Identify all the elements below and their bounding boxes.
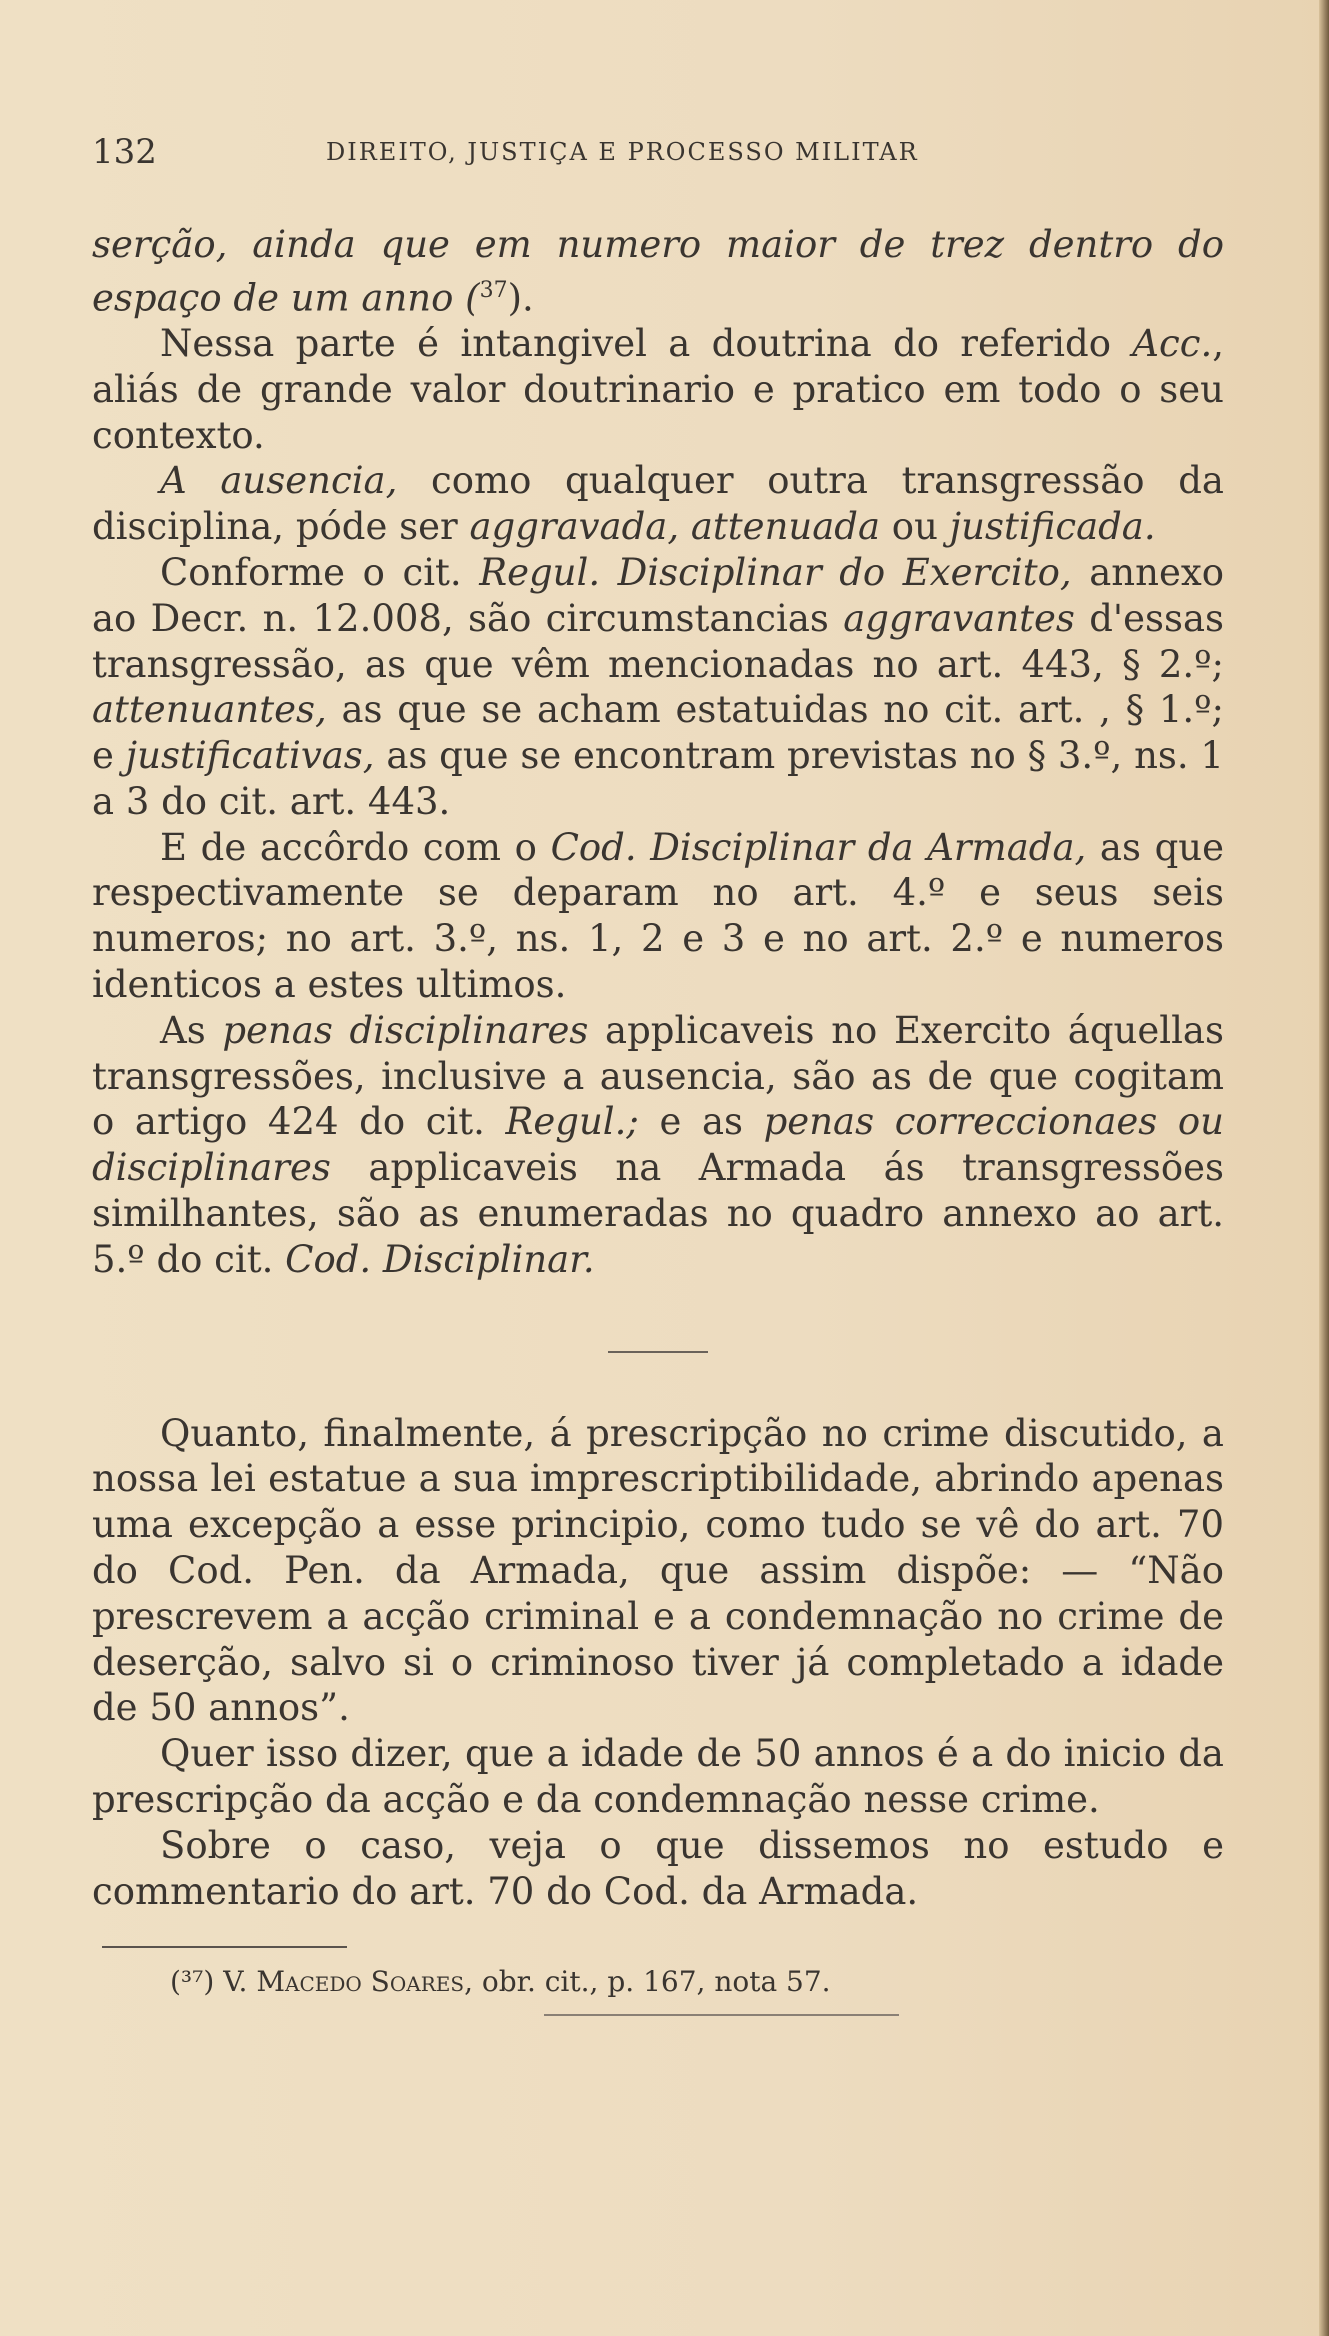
text-run: como qualquer outra transgressão da disciplina, póde ser: [92, 459, 1224, 549]
text-run: Nessa parte é intangivel a doutrina do referido: [160, 321, 1133, 365]
text-run: as que se acham estatuidas no cit. art. , § 1.º; e: [92, 688, 1224, 778]
footnote-marker: (³⁷): [170, 1965, 215, 1999]
text-run: ou: [880, 505, 950, 549]
page-body: [92, 222, 1224, 2016]
footnote-rule: [102, 1946, 347, 1948]
text-run: , aliás de grande valor doutrinario e pratico em todo o seu contexto.: [92, 321, 1224, 457]
italic-run: Regul. Disciplinar do Exercito,: [479, 550, 1072, 594]
text-run: ).: [507, 276, 534, 320]
text-run: Conforme o cit.: [160, 550, 480, 594]
paragraph-1: [92, 222, 1224, 321]
text-run: applicaveis no Exercito áquellas transgressões, inclusive a ausencia, são as de que cogitam o artigo 424 do cit.: [92, 1008, 1224, 1144]
footnote: [170, 1964, 1224, 2000]
paragraph-3: [92, 458, 1224, 550]
italic-run: aggravantes: [843, 596, 1075, 640]
running-title: DIREITO, JUSTIÇA E PROCESSO MILITAR: [326, 138, 919, 166]
footnote-author: Macedo Soares: [256, 1965, 465, 1999]
text-run: V.: [214, 1965, 257, 1999]
italic-run: A ausencia,: [160, 459, 398, 503]
italic-run: justificativas,: [125, 734, 375, 778]
text-run: as que se encontram previstas no § 3.º, ns. 1 a 3 do cit. art. 443.: [92, 734, 1224, 823]
text-run: e as: [638, 1100, 764, 1144]
footnote-ref: 37: [479, 277, 508, 303]
page-header: [92, 132, 1232, 182]
paragraph-2: [92, 321, 1224, 458]
paragraph-7: Quanto, finalmente, á prescripção no crime discutido, a nossa lei estatue a sua imprescriptibilidade, abrindo apenas uma excepção a esse principio, como tudo se vê do art. 70 do Cod. Pen. da Armada, que assim dispõe: — “Não prescrevem a acção criminal e a condemnação no crime de deserção, salvo si o criminoso tiver já completado a idade de 50 annos”.: [92, 1411, 1224, 1730]
italic-run: aggravada, attenuada: [469, 505, 881, 549]
text-run: annexo ao Decr. n. 12.008, são circumstancias: [92, 550, 1224, 640]
paragraph-8: Quer isso dizer, que a idade de 50 annos é a do inicio da prescripção da acção e da condemnação nesse crime.: [92, 1732, 1224, 1822]
italic-run: penas disciplinares: [222, 1008, 589, 1052]
italic-run: Cod. Disciplinar.: [285, 1237, 595, 1281]
italic-run: Acc.: [1132, 321, 1213, 365]
page-number: 132: [92, 132, 157, 172]
italic-run: serção, ainda que em numero maior de trez dentro do espaço de um anno (: [92, 223, 1224, 320]
text-run: d'essas transgressão, as que vêm mencionadas no art. 443, § 2.º;: [92, 596, 1224, 686]
italic-run: Cod. Disciplinar da Armada,: [550, 825, 1087, 869]
italic-run: Regul.;: [505, 1100, 639, 1144]
paragraph-9: Sobre o caso, veja o que dissemos no estudo e commentario do art. 70 do Cod. da Armada.: [92, 1823, 1224, 1913]
footnote-underline: [544, 2014, 899, 2016]
text-run: As: [160, 1008, 223, 1052]
paragraph-4: [92, 550, 1224, 825]
italic-run: penas correccionaes ou disciplinares: [92, 1100, 1224, 1190]
text-run: , obr. cit., p. 167, nota 57.: [464, 1965, 831, 1999]
page-edge-shadow: [1319, 0, 1329, 2336]
text-run: as que respectivamente se deparam no art. 4.º e seus seis numeros; no art. 3.º, ns. 1, 2 e 3 e no art. 2.º e numeros identicos a estes ultimos.: [92, 825, 1225, 1007]
italic-run: attenuantes,: [92, 688, 327, 732]
italic-run: justificada.: [949, 505, 1156, 549]
paragraph-5: [92, 825, 1224, 1008]
text-run: applicaveis na Armada ás transgressões similhantes, são as enumeradas no quadro annexo ao art. 5.º do cit.: [92, 1146, 1224, 1281]
section-separator: [608, 1351, 708, 1353]
paragraph-6: [92, 1008, 1224, 1283]
text-run: E de accôrdo com o: [160, 825, 551, 869]
